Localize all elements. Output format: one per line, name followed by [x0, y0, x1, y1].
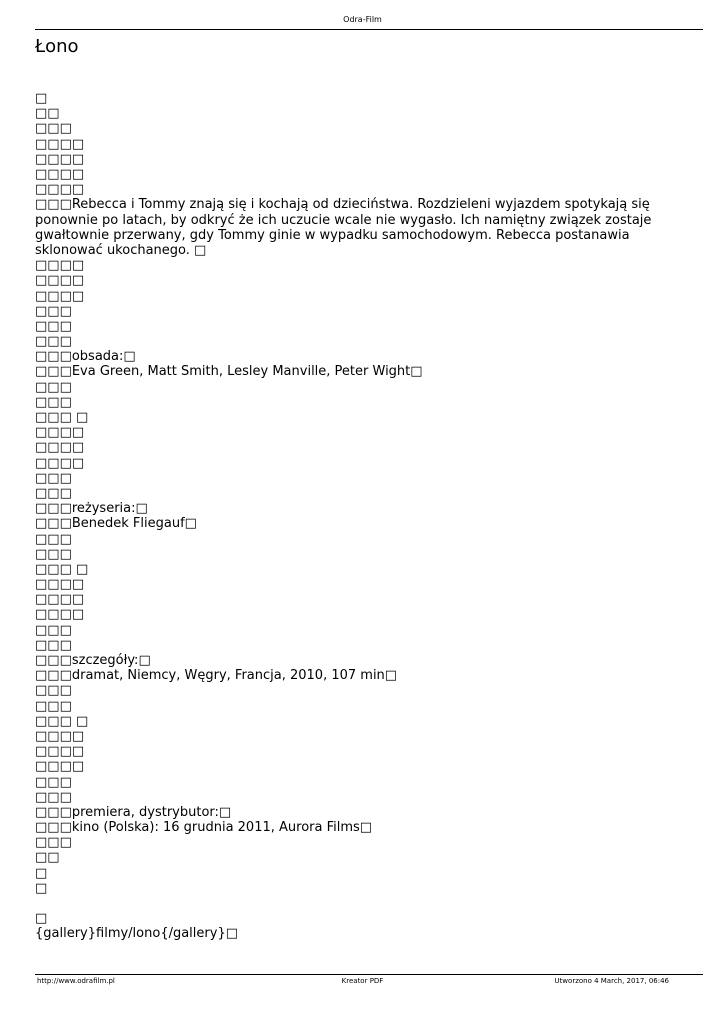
content-line: □□□: [35, 121, 72, 137]
content-line: □□□: [35, 470, 72, 486]
content-line: □□□premiera, dystrybutor:□: [35, 804, 232, 820]
content-line: □□□Benedek Fliegauf□: [35, 516, 197, 532]
content-line: □□□: [35, 546, 72, 562]
content-line: □: [35, 911, 48, 927]
content-line: □□□reżyseria:□: [35, 501, 148, 517]
content-line: □□□□: [35, 455, 85, 471]
content-line: □□□kino (Polska): 16 grudnia 2011, Aurora Films□: [35, 820, 373, 836]
content-line: □□□□: [35, 273, 85, 289]
content-line: □□: [35, 850, 60, 866]
content-line: □□□ □: [35, 410, 89, 425]
content-line: □: [35, 91, 48, 106]
content-line: □□□□: [35, 728, 85, 744]
content-line: □□□: [35, 774, 72, 790]
content-line: □: [35, 880, 48, 896]
content-line: □□□: [35, 394, 72, 410]
content-line: □□□obsada:□: [35, 349, 136, 365]
content-line: □□□□: [35, 151, 85, 167]
page-title: Łono: [35, 36, 79, 57]
content-line: □□□□: [35, 607, 85, 623]
footer-divider: [35, 974, 703, 975]
content-line: {gallery}filmy/lono{/gallery}□: [35, 926, 238, 942]
content-line: □□□: [35, 379, 72, 395]
content-line: □□□□: [35, 744, 85, 760]
content-line: □□□□: [35, 759, 85, 775]
footer-created-date: Utworzono 4 March, 2017, 06:46: [554, 977, 669, 985]
content-line: □□□ □: [35, 561, 89, 577]
content-line: □□□: [35, 683, 72, 699]
content-line: □□□: [35, 485, 72, 501]
footer-generator: Kreator PDF: [341, 977, 384, 985]
content-line: □□□□: [35, 288, 85, 304]
header-divider: [35, 29, 703, 30]
synopsis-paragraph: □□□Rebecca i Tommy znają się i kochają od dzieciństwa. Rozdzieleni wyjazdem spotykają się ponownie po latach, by odkryć że ich uczucie wcale nie wygasło. Ich namiętny związek zostaje gwałtownie przerwany, gdy Tommy ginie w wypadku samochodowym. Rebecca postanawia sklonować ukochanego. □: [35, 197, 652, 258]
content-line: □□□ □: [35, 713, 89, 729]
article-body: [35, 91, 690, 942]
content-line: □□□: [35, 698, 72, 714]
content-line: □□□: [35, 334, 72, 350]
content-line: □□□: [35, 303, 72, 319]
content-line: □□□: [35, 835, 72, 851]
content-line: □□□dramat, Niemcy, Węgry, Francja, 2010, 107 min□: [35, 668, 398, 684]
content-line: □□□□: [35, 258, 85, 274]
page-header-site: Odra-Film: [343, 15, 382, 24]
content-line: □: [35, 865, 48, 881]
content-line: □□: [35, 106, 60, 122]
content-line: □□□□: [35, 182, 85, 198]
content-line: □□□: [35, 531, 72, 547]
content-line: □□□□: [35, 440, 85, 456]
content-line: □□□□: [35, 166, 85, 182]
content-line: □□□: [35, 622, 72, 638]
content-line: □□□□: [35, 425, 85, 441]
content-line: □□□□: [35, 136, 85, 152]
content-line: □□□□: [35, 577, 85, 593]
content-line: □□□□: [35, 592, 85, 608]
content-line: □□□: [35, 318, 72, 334]
content-line: □□□szczegóły:□: [35, 653, 151, 668]
blank-line: [35, 896, 690, 911]
content-line: □□□: [35, 789, 72, 805]
content-line: □□□: [35, 637, 72, 653]
footer-url[interactable]: http://www.odrafilm.pl: [37, 977, 115, 985]
content-line: □□□Eva Green, Matt Smith, Lesley Manville, Peter Wight□: [35, 364, 423, 380]
